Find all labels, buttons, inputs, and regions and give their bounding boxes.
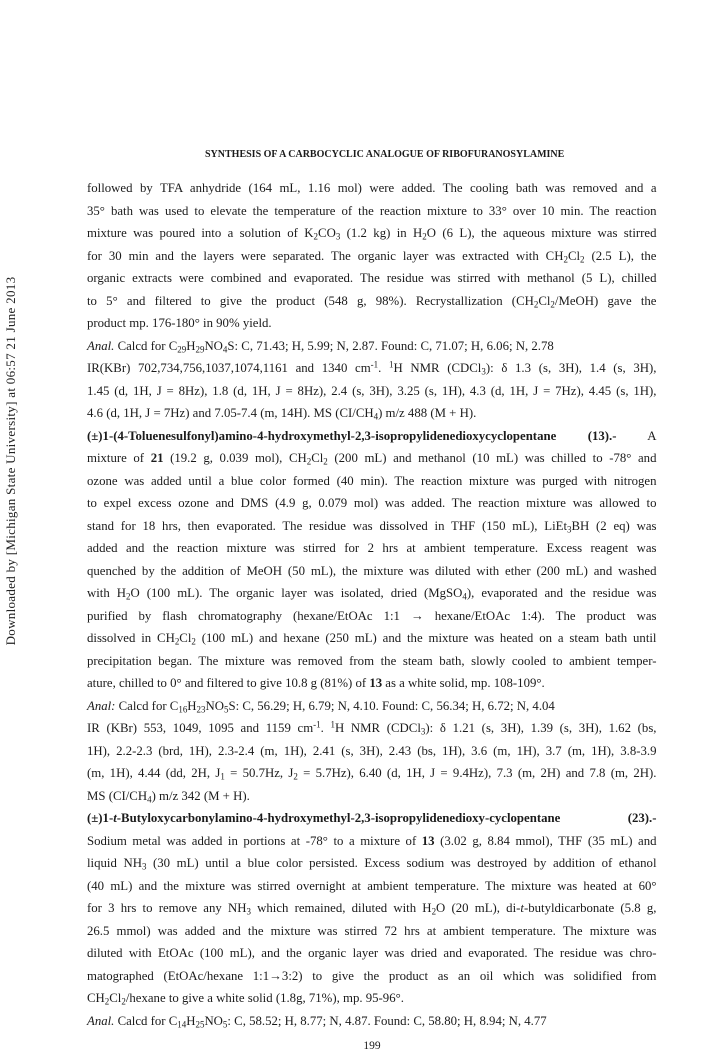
line-content: [87, 474, 657, 488]
subscript: 2: [323, 456, 328, 467]
text-line: [87, 560, 657, 583]
subscript: 2: [121, 996, 126, 1007]
text-run: (100 mL) and hexane (250 mL) and the mixture was heated on a steam bath until: [195, 631, 657, 645]
line-content: [87, 631, 657, 645]
italic-text: Anal.: [87, 1013, 115, 1028]
text-run: to 5° and filtered to give the product (548 g, 98%). Recrystallization (CH: [87, 293, 534, 308]
text-run: = 50.7Hz, J: [224, 766, 294, 780]
paragraph-5: [87, 695, 657, 718]
text-run: (30 mL) until a blue color persisted. Excess sodium was destroyed by addition of ethanol: [146, 856, 657, 870]
text-line: [87, 740, 657, 763]
text-run: stand for 18 hrs, then evaporated. The residue was dissolved in THF (150 mL), LiEt: [87, 518, 567, 533]
line-content: [87, 811, 657, 825]
line-content: [87, 789, 250, 803]
text-line: [87, 965, 657, 988]
text-run: (1.2 kg) in H: [340, 226, 423, 240]
text-run: 4.6 (d, 1H, J = 7Hz) and 7.05-7.4 (m, 14H). MS (CI/CH: [87, 406, 374, 420]
text-run: S: C, 71.43; H, 5.99; N, 2.87. Found: C, 71.07; H, 6.06; N, 2.78: [227, 338, 554, 353]
text-line: [87, 425, 657, 448]
subscript: 16: [178, 704, 188, 715]
text-run: = 5.7Hz), 6.40 (d, 1H, J = 9.4Hz), 7.3 (m, 2H) and 7.8 (m, 2H).: [297, 766, 657, 780]
text-line: [87, 1010, 657, 1033]
text-line: [87, 380, 657, 403]
subscript: 4: [147, 794, 152, 805]
page-number: 199: [363, 1040, 381, 1052]
subscript: 2: [422, 231, 427, 242]
text-run: mixture of: [87, 451, 151, 465]
text-run: -butyldicarbonate (5.8 g,: [523, 901, 657, 915]
italic-text: Anal:: [87, 698, 116, 713]
superscript: -1: [313, 719, 321, 730]
text-run: (200 mL) and methanol (10 mL) was chilled to -78° and: [327, 451, 657, 465]
text-run: precipitation began. The mixture was removed from the steam bath, slowly cooled to ambient temper-: [87, 653, 657, 668]
text-line: [87, 987, 657, 1010]
line-content: [87, 271, 657, 285]
line-content: [87, 766, 657, 780]
subscript: 5: [223, 704, 229, 715]
text-run: for 30 min and the layers were separated. The organic layer was extracted with CH: [87, 248, 564, 263]
bold-text: -Butyloxycarbonylamino-4-hydroxymethyl-2,3-isopropylidenedioxy-cyclopentane (23).-: [116, 811, 657, 825]
text-line: [87, 335, 657, 358]
text-run: 1.45 (d, 1H, J = 8Hz), 1.8 (d, 1H, J = 8Hz), 2.4 (s, 3H), 3.25 (s, 1H), 4.3 (d, 1H, J = 7Hz), 4.45 (s, 1H),: [87, 383, 657, 398]
text-run: NO: [204, 1013, 223, 1028]
text-run: /hexane to give a white solid (1.8g, 71%), mp. 95-96°.: [125, 991, 404, 1005]
line-content: [87, 946, 657, 960]
text-line: [87, 447, 657, 470]
line-content: [87, 901, 656, 915]
line-content: [87, 991, 404, 1005]
text-run: ): δ 1.21 (s, 3H), 1.39 (s, 3H), 1.62 (bs,: [425, 721, 657, 735]
line-content: [87, 856, 657, 870]
text-line: [87, 695, 657, 718]
italic-text: t: [520, 901, 524, 915]
subscript: 3: [420, 726, 426, 737]
subscript: 3: [141, 861, 147, 872]
text-run: to expel excess ozone and DMS (4.9 g, 0.079 mol) was added. The reaction mixture was allowed to: [87, 496, 657, 510]
download-notice: Downloaded by [Michigan State University] at 06:57 21 June 2013: [3, 276, 18, 646]
text-run: organic extracts were combined and evaporated. The residue was stirred with methanol (5 L), chilled: [87, 271, 657, 285]
text-run: 35° bath was used to elevate the temperature of the reaction mixture to 33° over 10 min. The reaction: [87, 203, 657, 218]
text-line: [87, 920, 657, 943]
line-content: [87, 541, 657, 555]
line-content: [87, 969, 657, 983]
text-run: /MeOH) gave the: [554, 293, 657, 308]
line-content: [87, 316, 272, 330]
text-run: MS (CI/CH: [87, 788, 148, 803]
line-content: [87, 609, 657, 623]
text-run: Cl: [311, 451, 324, 465]
text-run: liquid NH: [87, 856, 142, 870]
text-run: 1H), 2.2-2.3 (brd, 1H), 2.3-2.4 (m, 1H), 2.41 (s, 3H), 2.43 (bs, 1H), 3.6 (m, 1H), 3.7 (m, 1H), 3.8-3.9: [87, 743, 657, 758]
text-line: [87, 357, 657, 380]
subscript: 4: [373, 411, 379, 422]
line-content: [87, 586, 656, 600]
line-content: [87, 496, 657, 510]
text-run: mixture was poured into a solution of K: [87, 226, 314, 240]
text-run: Cl: [538, 293, 551, 308]
line-content: [87, 249, 657, 263]
text-run: H: [186, 338, 196, 353]
paragraph-3: [87, 357, 657, 425]
text-line: [87, 200, 657, 223]
text-run: (m, 1H), 4.44 (dd, 2H, J: [87, 766, 221, 780]
subscript: 4: [222, 344, 228, 355]
paragraph-2: [87, 335, 657, 358]
text-line: [87, 830, 657, 853]
text-line: [87, 627, 657, 650]
subscript: 23: [196, 704, 206, 715]
text-run: IR(KBr) 702,734,756,1037,1074,1161 and 1340 cm: [87, 361, 371, 375]
text-run: Cl: [179, 631, 192, 645]
text-line: [87, 717, 657, 740]
text-run: Calcd for C: [114, 1013, 178, 1028]
text-run: followed by TFA anhydride (164 mL, 1.16 mol) were added. The cooling bath was removed and a: [87, 181, 657, 195]
text-run: added and the reaction mixture was stirred for 2 hrs at ambient temperature. Excess reagent was: [87, 541, 657, 555]
text-run: O (6 L), the aqueous mixture was stirred: [426, 226, 657, 240]
italic-text: Anal.: [87, 338, 115, 353]
running-head: SYNTHESIS OF A CARBOCYCLIC ANALOGUE OF RIBOFURANOSYLAMINE: [205, 149, 565, 160]
text-run: ): δ 1.3 (s, 3H), 1.4 (s, 3H),: [485, 361, 657, 375]
text-line: [87, 492, 657, 515]
text-run: which remained, diluted with H: [250, 901, 432, 915]
text-run: .: [378, 361, 389, 375]
text-line: [87, 537, 657, 560]
text-line: [87, 312, 657, 335]
text-line: [87, 852, 657, 875]
text-line: [87, 177, 657, 200]
text-line: [87, 807, 657, 830]
paragraph-1: [87, 177, 657, 335]
text-run: A: [616, 428, 657, 443]
text-run: H: [187, 698, 197, 713]
text-run: Calcd for C: [114, 338, 178, 353]
text-run: H NMR (CDCl: [335, 721, 421, 735]
subscript: 1: [220, 771, 225, 782]
text-run: Cl: [109, 991, 122, 1005]
text-run: IR (KBr) 553, 1049, 1095 and 1159 cm: [87, 721, 314, 735]
line-content: [87, 339, 554, 353]
text-run: : C, 58.52; H, 8.77; N, 4.87. Found: C, 58.80; H, 8.94; N, 4.77: [227, 1013, 547, 1028]
text-run: H: [186, 1013, 196, 1028]
line-content: [87, 384, 657, 398]
text-run: ature, chilled to 0° and filtered to give 10.8 g (81%) of: [87, 676, 370, 690]
subscript: 5: [222, 1019, 228, 1030]
superscript: 1: [330, 719, 335, 730]
text-run: for 3 hrs to remove any NH: [87, 901, 247, 915]
text-line: [87, 650, 657, 673]
text-run: (3.02 g, 8.84 mmol), THF (35 mL) and: [434, 833, 657, 848]
text-run: as a white solid, mp. 108-109°.: [382, 676, 545, 690]
bold-text: (±)1-(4-Toluenesulfonyl)amino-4-hydroxymethyl-2,3-isopropylidenedioxycyclopentane (13).-: [87, 428, 617, 443]
subscript: 2: [126, 591, 131, 602]
subscript: 2: [191, 636, 196, 647]
text-run: ozone was added until a blue color formed (40 min). The reaction mixture was purged with nitrogen: [87, 473, 657, 488]
text-run: ) m/z 488 (M + H).: [378, 406, 477, 420]
paragraph-6: [87, 717, 657, 807]
paragraph-8: [87, 1010, 657, 1033]
text-run: CH: [87, 991, 105, 1005]
line-content: [87, 834, 657, 848]
line-content: [87, 744, 657, 758]
subscript: 3: [335, 231, 341, 242]
text-run: diluted with EtOAc (100 mL), and the organic layer was dried and evaporated. The residue was chro-: [87, 946, 657, 960]
text-run: (40 mL) and the mixture was stirred overnight at ambient temperature. The mixture was heated at 60°: [87, 878, 657, 893]
line-content: [87, 676, 545, 690]
subscript: 2: [174, 636, 180, 647]
text-run: Cl: [567, 248, 581, 263]
subscript: 3: [481, 366, 486, 377]
bold-italic-text: t: [113, 811, 117, 825]
paragraph-4: [87, 425, 657, 695]
text-run: .: [320, 721, 331, 735]
subscript: 25: [195, 1019, 205, 1030]
text-line: [87, 290, 657, 313]
text-line: [87, 942, 657, 965]
text-run: 26.5 mmol) was added and the mixture was stirred 72 hrs at ambient temperature. The mixture was: [87, 923, 657, 938]
subscript: 2: [104, 996, 110, 1007]
text-line: [87, 402, 657, 425]
line-content: [87, 721, 657, 735]
text-run: (19.2 g, 0.039 mol), CH: [163, 451, 307, 465]
line-content: [87, 429, 657, 443]
line-content: [87, 564, 657, 578]
text-run: BH (2 eq) was: [571, 518, 657, 533]
bold-text: 13: [369, 676, 383, 690]
text-run: quenched by the addition of MeOH (50 mL), the mixture was diluted with ether (200 mL) and washed: [87, 563, 657, 578]
bold-text: 13: [421, 833, 435, 848]
text-run: NO: [205, 698, 224, 713]
text-run: Calcd for C: [115, 698, 179, 713]
line-content: [87, 654, 657, 668]
text-run: ) m/z 342 (M + H).: [151, 788, 250, 803]
text-run: O (20 mL), di-: [436, 901, 521, 915]
subscript: 2: [550, 299, 555, 310]
line-content: [87, 294, 656, 308]
text-run: dissolved in CH: [87, 631, 175, 645]
subscript: 29: [177, 344, 187, 355]
text-line: [87, 605, 657, 628]
text-run: (2.5 L), the: [584, 248, 657, 263]
subscript: 3: [246, 906, 251, 917]
superscript: 1: [389, 359, 394, 370]
text-line: [87, 875, 657, 898]
text-line: [87, 245, 657, 268]
text-line: [87, 267, 657, 290]
text-run: ), evaporated and the residue was: [466, 586, 657, 600]
text-run: Sodium metal was added in portions at -78° to a mixture of: [87, 833, 422, 848]
text-line: [87, 470, 657, 493]
subscript: 4: [462, 591, 467, 602]
line-content: [87, 406, 476, 420]
line-content: [87, 699, 555, 713]
line-content: [87, 226, 656, 240]
text-line: [87, 897, 657, 920]
line-content: [87, 1014, 547, 1028]
line-content: [87, 181, 657, 195]
text-run: O (100 mL). The organic layer was isolated, dried (MgSO: [130, 586, 463, 600]
text-line: [87, 582, 657, 605]
text-run: purified by flash chromatography (hexane/EtOAc 1:1 → hexane/EtOAc 1:4). The product was: [87, 608, 657, 623]
text-line: [87, 672, 657, 695]
subscript: 2: [293, 771, 298, 782]
text-line: [87, 785, 657, 808]
subscript: 2: [533, 299, 539, 310]
text-run: NO: [204, 338, 223, 353]
subscript: 2: [431, 906, 437, 917]
bold-text: 21: [150, 451, 164, 465]
text-run: S: C, 56.29; H, 6.79; N, 4.10. Found: C, 56.34; H, 6.72; N, 4.04: [228, 698, 555, 713]
subscript: 2: [306, 456, 312, 467]
line-content: [87, 361, 656, 375]
line-content: [87, 451, 656, 465]
paragraph-7: [87, 807, 657, 1010]
line-content: [87, 879, 657, 893]
subscript: 3: [567, 524, 572, 535]
text-run: CO: [318, 226, 336, 240]
line-content: [87, 204, 657, 218]
text-line: [87, 762, 657, 785]
text-run: product mp. 176-180° in 90% yield.: [87, 316, 272, 330]
superscript: -1: [370, 359, 379, 370]
line-content: [87, 519, 657, 533]
subscript: 2: [580, 254, 585, 265]
text-run: matographed (EtOAc/hexane 1:1→3:2) to give the product as an oil which was solidified from: [87, 968, 657, 983]
subscript: 2: [563, 254, 568, 265]
subscript: 29: [195, 344, 205, 355]
text-run: with H: [87, 586, 126, 600]
body-text: [87, 177, 657, 1032]
subscript: 2: [313, 231, 319, 242]
text-line: [87, 515, 657, 538]
subscript: 14: [177, 1019, 187, 1030]
bold-text: (±)1-: [87, 811, 114, 825]
text-line: [87, 222, 657, 245]
line-content: [87, 924, 657, 938]
text-run: H NMR (CDCl: [393, 361, 482, 375]
